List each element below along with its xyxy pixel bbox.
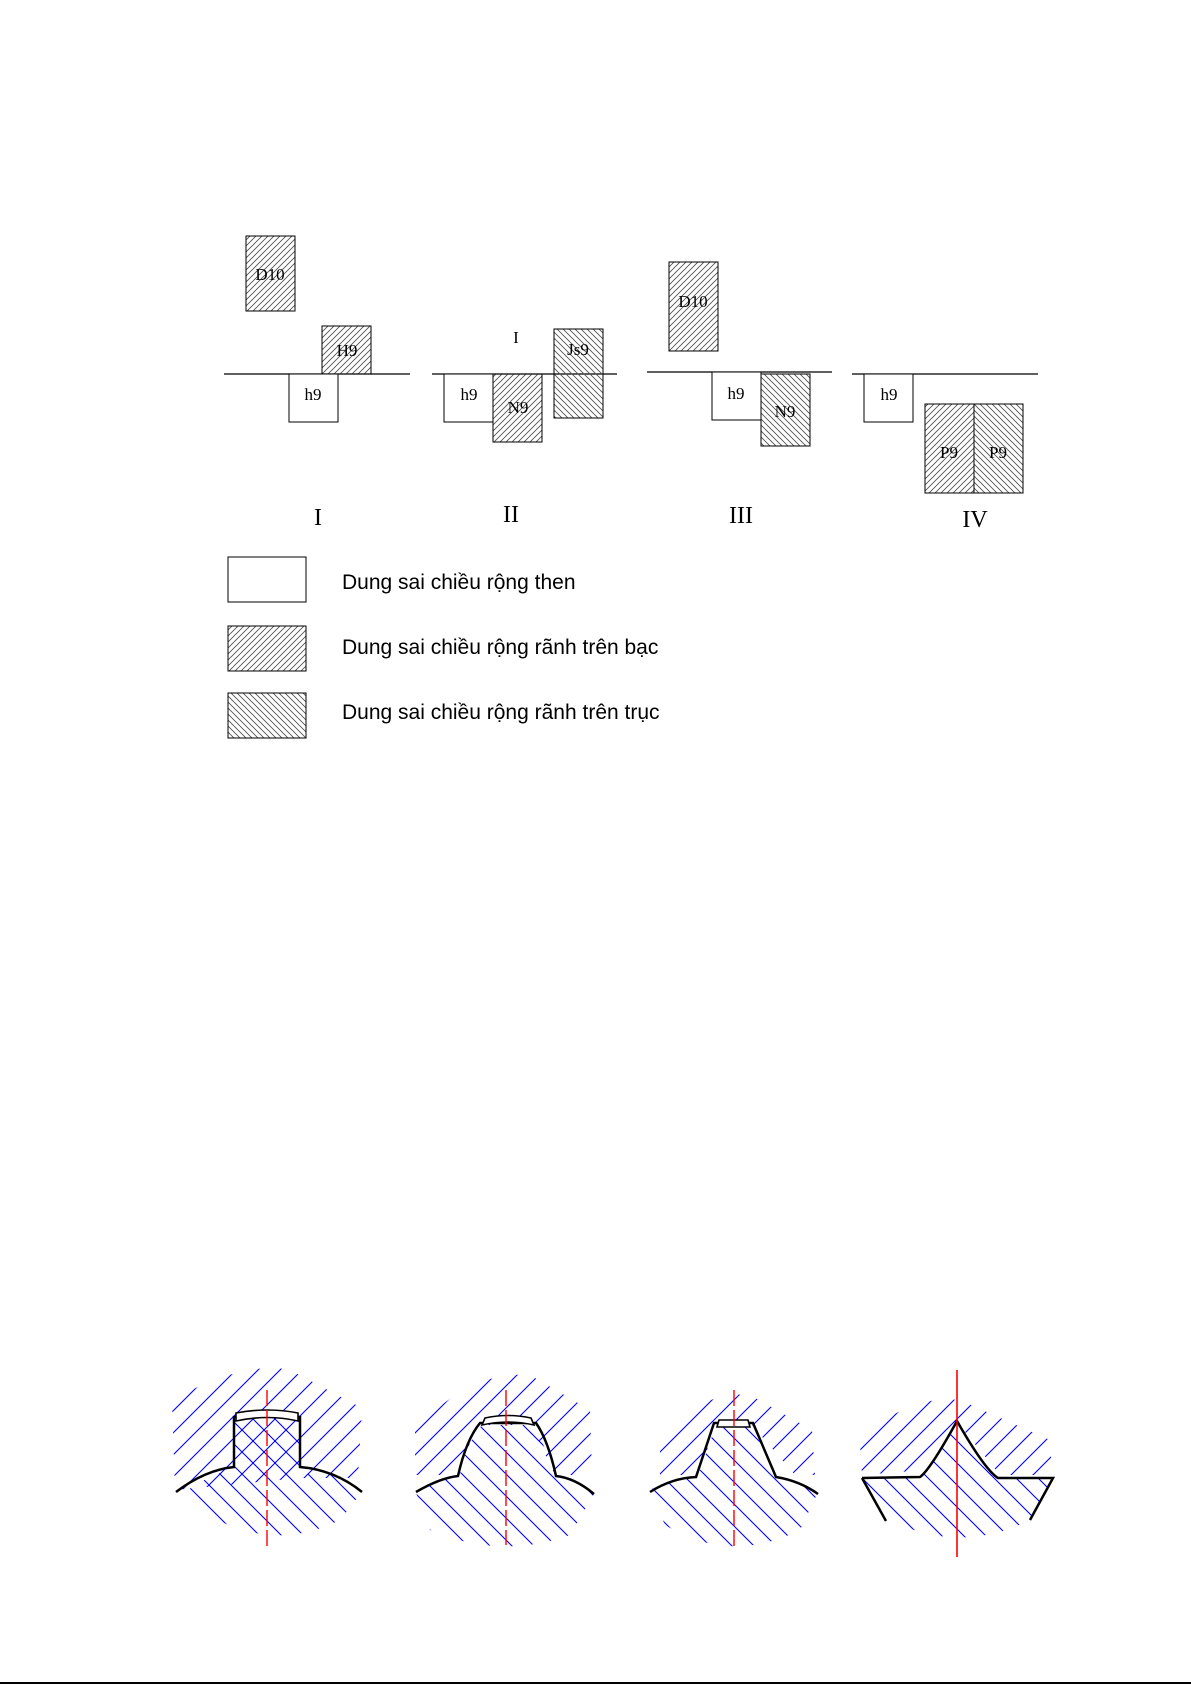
text-cursor-icon: I bbox=[513, 328, 519, 347]
tolerance-box-h9 bbox=[289, 374, 338, 422]
tolerance-box-P9-bushing bbox=[925, 404, 974, 493]
tolerance-box-h9 bbox=[444, 374, 493, 422]
box-label: P9 bbox=[989, 443, 1007, 462]
tolerance-box-Js9 bbox=[554, 329, 603, 418]
group-IV bbox=[852, 374, 1038, 533]
legend-item-key bbox=[228, 557, 576, 602]
profile-involute-spline bbox=[415, 1375, 594, 1547]
box-label: h9 bbox=[727, 384, 745, 403]
legend-text: Dung sai chiều rộng rãnh trên trục bbox=[342, 701, 660, 724]
box-label: Js9 bbox=[567, 340, 589, 359]
tolerance-box-H9 bbox=[322, 326, 371, 374]
tolerance-box-D10 bbox=[669, 262, 718, 351]
profile-triangular-spline bbox=[860, 1370, 1053, 1557]
group-numeral: IV bbox=[962, 507, 988, 533]
legend bbox=[228, 557, 660, 738]
legend-item-bushing bbox=[228, 626, 658, 671]
group-II bbox=[432, 328, 617, 528]
box-label: D10 bbox=[678, 292, 708, 311]
box-label: H9 bbox=[336, 341, 358, 360]
profile-trapezoid-spline bbox=[650, 1390, 818, 1550]
group-numeral: II bbox=[503, 502, 519, 528]
tolerance-box-P9-shaft bbox=[974, 404, 1023, 493]
group-numeral: III bbox=[729, 503, 753, 529]
box-label: P9 bbox=[940, 443, 958, 462]
tolerance-box-N9 bbox=[761, 374, 810, 446]
tolerance-box-N9 bbox=[493, 374, 542, 442]
box-label: N9 bbox=[774, 402, 796, 421]
legend-text: Dung sai chiều rộng then bbox=[342, 571, 576, 594]
box-label: D10 bbox=[255, 265, 285, 284]
profile-rectangular-spline bbox=[172, 1368, 362, 1546]
box-label: h9 bbox=[460, 385, 478, 404]
box-label: h9 bbox=[880, 385, 898, 404]
group-I bbox=[224, 236, 410, 531]
legend-item-shaft bbox=[228, 693, 660, 738]
tolerance-zone-diagram bbox=[0, 0, 1191, 760]
page-bottom-border bbox=[0, 1682, 1191, 1684]
group-III bbox=[647, 262, 832, 529]
tolerance-box-h9 bbox=[864, 374, 913, 422]
legend-text: Dung sai chiều rộng rãnh trên bạc bbox=[342, 636, 659, 659]
box-label: N9 bbox=[507, 398, 529, 417]
tolerance-box-h9 bbox=[712, 372, 761, 420]
box-label: h9 bbox=[304, 385, 322, 404]
spline-profile-diagram bbox=[0, 1330, 1191, 1680]
tolerance-box-D10 bbox=[246, 236, 295, 311]
group-numeral: I bbox=[314, 505, 322, 531]
